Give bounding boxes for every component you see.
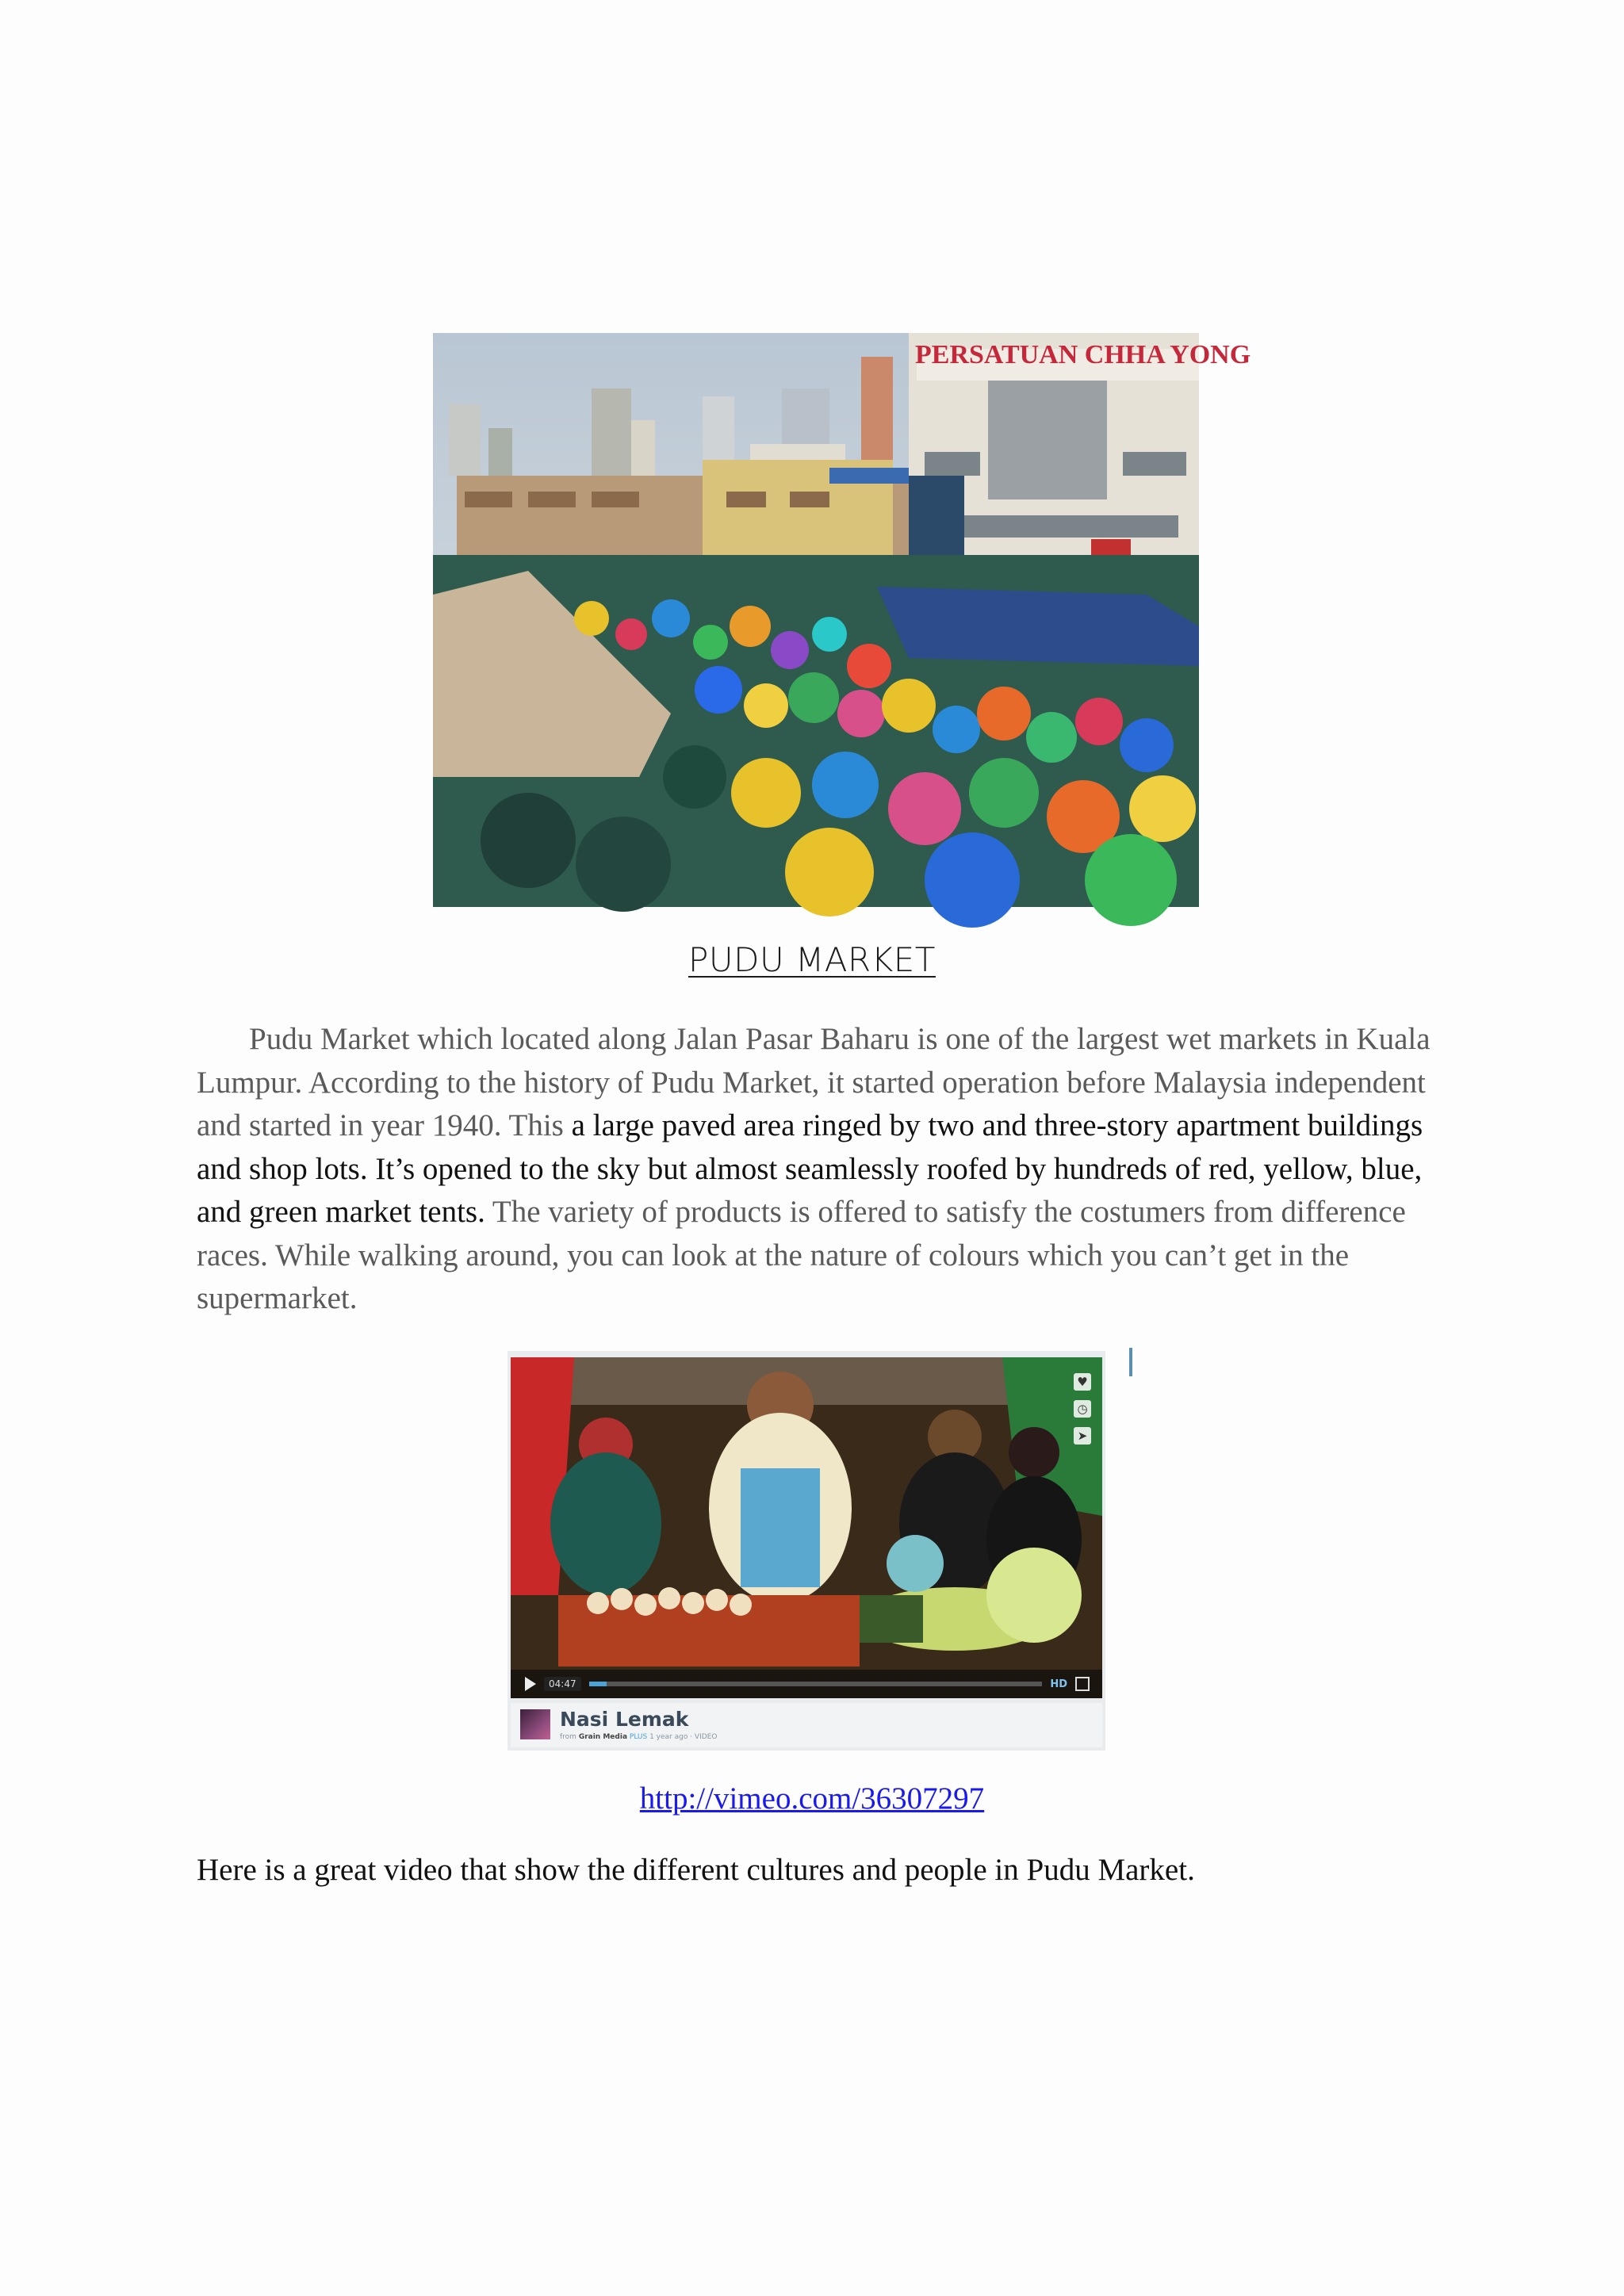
paragraph-description: a large paved area ringed by two and three-story apartment buildings and shop lots. It’s opened to the sky but almost seamlessly roofed by hundreds of red, yellow, blue, and green market tents. — [197, 1108, 1423, 1229]
fullscreen-icon[interactable] — [1075, 1677, 1090, 1691]
market-photo-illustration — [433, 333, 1251, 907]
heart-icon[interactable]: ♥ — [1074, 1373, 1091, 1391]
play-icon[interactable] — [525, 1677, 536, 1691]
video-title[interactable]: Nasi Lemak — [560, 1708, 689, 1731]
building-sign: PERSATUAN CHHA YONG — [915, 340, 1251, 369]
video-author[interactable]: Grain Media — [578, 1733, 628, 1741]
text-cursor — [1129, 1348, 1132, 1376]
video-meta: 1 year ago · VIDEO — [649, 1733, 718, 1741]
hd-badge[interactable]: HD — [1050, 1678, 1067, 1690]
paragraph-closing: The variety of products is offered to satisfy the costumers from difference races. While walking around, you can look at the nature of colours which you can’t get in the supermarket. — [197, 1195, 1406, 1315]
video-caption: Here is a great video that show the different cultures and people in Pudu Market. — [197, 1853, 1195, 1887]
share-icon[interactable]: ➤ — [1074, 1427, 1091, 1445]
video-byline — [560, 1733, 717, 1741]
video-info — [511, 1703, 1102, 1747]
plus-badge: PLUS — [629, 1733, 648, 1741]
video-player[interactable] — [508, 1351, 1105, 1751]
video-side-icons — [1074, 1373, 1091, 1445]
page-title: PUDU MARKET — [688, 940, 936, 979]
video-progress-bar[interactable] — [589, 1682, 1043, 1686]
byline-from: from — [560, 1733, 576, 1741]
video-progress-fill — [589, 1682, 607, 1686]
market-photo — [433, 333, 1251, 907]
clock-icon[interactable]: ◷ — [1074, 1400, 1091, 1418]
paragraph-intro: Pudu Market which located along Jalan Pasar Baharu is one of the largest wet markets in Kuala Lumpur. According to the history of Pudu Market, it started operation before Malaysia independent and started in year 1940. This — [197, 1022, 1431, 1142]
vimeo-link[interactable]: http://vimeo.com/36307297 — [639, 1781, 985, 1816]
body-paragraph — [197, 1018, 1434, 1321]
video-controls — [511, 1670, 1102, 1698]
video-timecode: 04:47 — [544, 1677, 581, 1691]
video-thumbnail — [511, 1357, 1102, 1698]
video-frame[interactable] — [511, 1357, 1102, 1698]
avatar[interactable] — [520, 1709, 550, 1739]
